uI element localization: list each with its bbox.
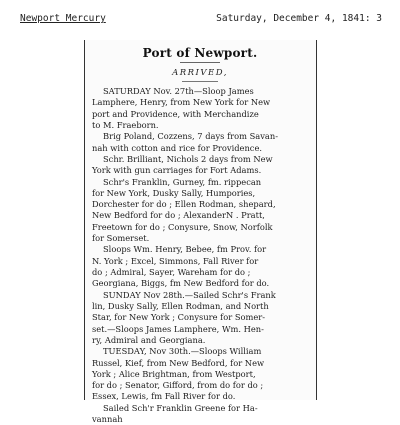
article-line: Lamphere, Henry, from New York for New: [92, 97, 271, 108]
article-line: SUNDAY Nov 28th.—Sailed Schr's Frank: [103, 289, 276, 300]
source-title: Newport Mercury: [20, 13, 106, 24]
article-line: Freetown for do ; Conysure, Snow, Norfolk: [92, 221, 273, 232]
page-header: [20, 12, 382, 26]
article-headline: Port of Newport.: [142, 46, 258, 60]
issue-date: Saturday, December 4, 1841: 3: [216, 13, 382, 24]
article-line: Georgiana, Biggs, fm New Bedford for do.: [92, 278, 270, 289]
article-line: port and Providence, with Merchandize: [92, 108, 259, 119]
article-line: for Somerset.: [92, 233, 150, 244]
article-line: lin, Dusky Sally, Ellen Rodman, and North: [92, 300, 269, 311]
article-line: vannah: [92, 414, 123, 425]
article-line: for do ; Senator, Gifford, from do for do ;: [92, 380, 264, 391]
article-line: Schr. Brilliant, Nichols 2 days from New: [103, 153, 273, 164]
newspaper-clipping: [84, 40, 317, 425]
column-rule-right: [316, 40, 317, 400]
article-line: Sloops Wm. Henry, Bebee, fm Prov. for: [103, 244, 267, 255]
article-line: Russel, Kief, from New Bedford, for New: [92, 357, 265, 368]
column-rule-left: [84, 40, 85, 400]
article-line: do ; Admiral, Sayer, Wareham for do ;: [92, 267, 251, 277]
article-line: York ; Alice Brightman, from Westport,: [92, 368, 256, 379]
article-line: Dorchester for do ; Ellen Rodman, shepard,: [92, 199, 276, 210]
article-line: Brig Poland, Cozzens, 7 days from Savan-: [103, 131, 279, 142]
article-line: N. York ; Excel, Simmons, Fall River for: [92, 255, 259, 266]
article-line: Schr's Franklin, Gurney, fm. rippecan: [103, 176, 262, 187]
article-line: set.—Sloops James Lamphere, Wm. Hen-: [92, 323, 264, 334]
article-line: SATURDAY Nov. 27th—Sloop James: [103, 86, 254, 96]
article-line: Sailed Sch'r Franklin Greene for Ha-: [103, 402, 258, 413]
article-line: nah with cotton and rice for Providence.: [92, 142, 262, 153]
article-line: New Bedford for do ; AlexanderN . Pratt,: [92, 210, 265, 221]
article-line: TUESDAY, Nov 30th.—Sloops William: [103, 346, 262, 357]
article-line: Essex, Lewis, fm Fall River for do.: [92, 391, 236, 402]
article-line: to M. Fraeborn.: [92, 119, 159, 130]
article-line: for New York, Dusky Sally, Humpories,: [92, 187, 256, 198]
section-subheading: ARRIVED,: [172, 68, 228, 78]
article-line: Star, for New York ; Conysure for Somer-: [92, 312, 266, 323]
article-line: ry, Admiral and Georgiana.: [92, 334, 206, 345]
article-body: [92, 86, 308, 425]
article-line: York with gun carriages for Fort Adams.: [92, 165, 262, 176]
subheading-divider: [182, 81, 218, 82]
headline-divider: [180, 62, 220, 63]
